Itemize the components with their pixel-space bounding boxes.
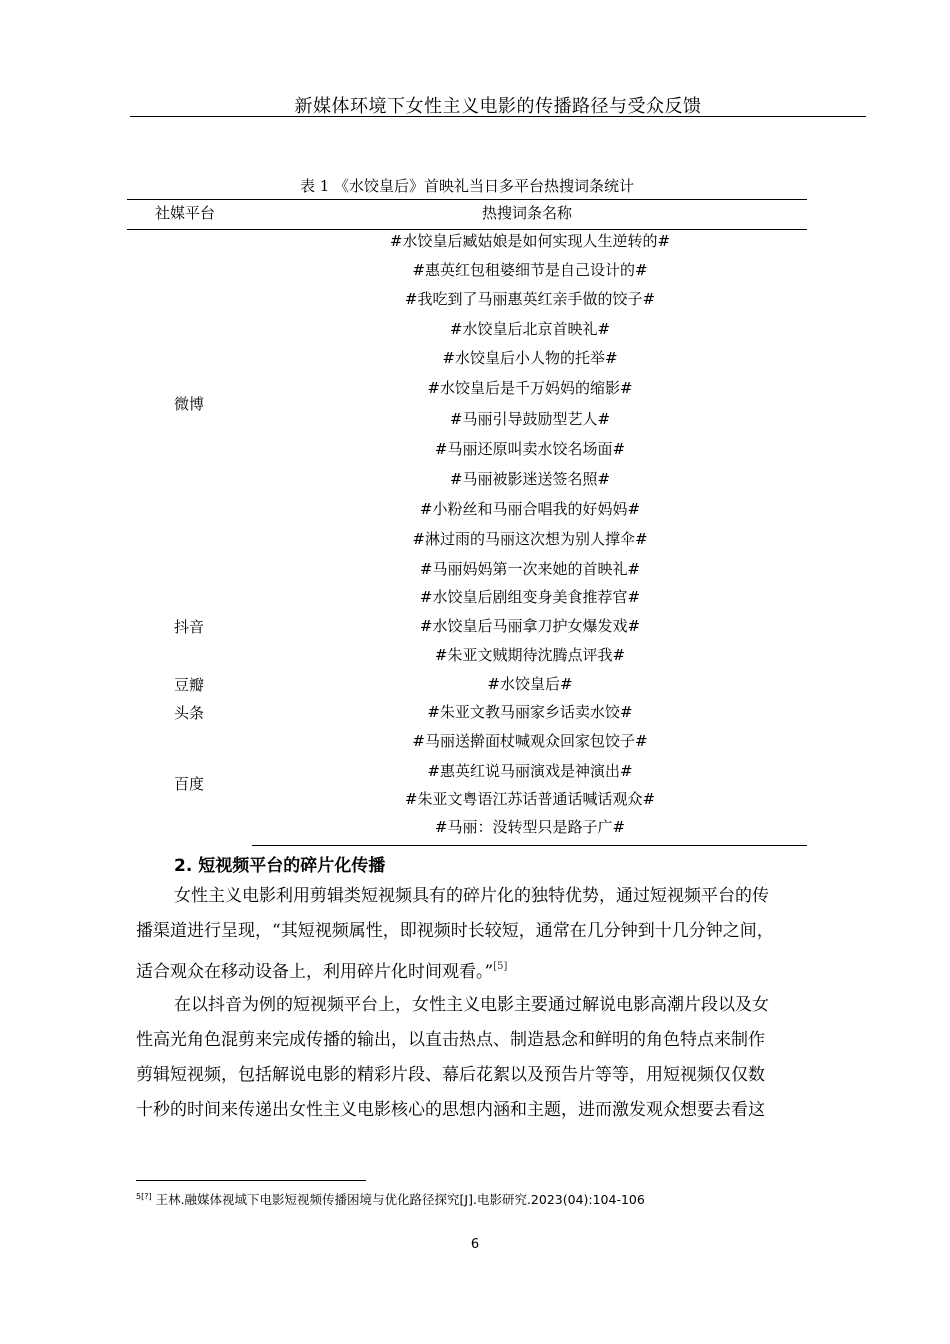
- paragraph-line: 在以抖音为例的短视频平台上，女性主义电影主要通过解说电影高潮片段以及女: [174, 995, 769, 1015]
- platform-toutiao: 头条: [174, 704, 205, 722]
- section-heading: 2. 短视频平台的碎片化传播: [174, 856, 386, 876]
- page-number: 6: [470, 1237, 480, 1252]
- table-caption: 表 1 《水饺皇后》首映礼当日多平台热搜词条统计: [299, 177, 635, 195]
- footnote: [136, 1190, 645, 1208]
- hot-search-tag: #马丽送擀面杖喊观众回家包饺子#: [412, 732, 648, 750]
- hot-search-tag: #水饺皇后剧组变身美食推荐官#: [419, 588, 641, 606]
- hot-search-tag: #马丽引导鼓励型艺人#: [449, 410, 611, 428]
- platform-douyin: 抖音: [174, 618, 205, 636]
- hot-search-tag: #惠英红包租婆细节是自己设计的#: [412, 261, 648, 279]
- hot-search-tag: #马丽还原叫卖水饺名场面#: [434, 440, 626, 458]
- paragraph-line: 播渠道进行呈现，“其短视频属性，即视频时长较短，通常在几分钟到十几分钟之间，: [136, 921, 774, 941]
- hot-search-tag: #小粉丝和马丽合唱我的好妈妈#: [419, 500, 641, 518]
- platform-baidu: 百度: [174, 775, 205, 793]
- table-header-rule: [127, 229, 807, 230]
- hot-search-tag: #朱亚文贼期待沈腾点评我#: [434, 646, 626, 664]
- paragraph: [136, 879, 858, 990]
- platform-weibo: 微博: [174, 395, 205, 413]
- citation-marker: [5]: [493, 961, 508, 972]
- hot-search-tag: #马丽妈妈第一次来她的首映礼#: [419, 560, 641, 578]
- table-bottom-rule: [252, 845, 807, 846]
- paragraph-line: 女性主义电影利用剪辑类短视频具有的碎片化的独特优势，通过短视频平台的传: [174, 886, 769, 906]
- hot-search-tag: #马丽被影迷送签名照#: [449, 470, 611, 488]
- hot-search-tag: #惠英红说马丽演戏是神演出#: [427, 762, 633, 780]
- paragraph-line: 剪辑短视频，包括解说电影的精彩片段、幕后花絮以及预告片等等，用短视频仅仅数: [136, 1065, 765, 1085]
- hot-search-tag: #水饺皇后马丽拿刀护女爆发戏#: [419, 617, 641, 635]
- footnote-text: 王林.融媒体视域下电影短视频传播困境与优化路径探究[J].电影研究.2023(04):104-106: [155, 1192, 645, 1207]
- footnote-separator: [136, 1180, 366, 1181]
- paragraph-line-text: 适合观众在移动设备上，利用碎片化时间观看。”: [136, 962, 494, 982]
- footnote-mark: 5[?]: [136, 1192, 152, 1201]
- running-header: 新媒体环境下女性主义电影的传播路径与受众反馈: [294, 96, 702, 117]
- hot-search-tag: #马丽：没转型只是路子广#: [434, 818, 626, 836]
- column-header-tags: 热搜词条名称: [482, 204, 573, 222]
- header-rule: [130, 116, 866, 117]
- hot-search-tag: #我吃到了马丽惠英红亲手做的饺子#: [404, 290, 656, 308]
- column-header-platform: 社媒平台: [155, 204, 216, 222]
- hot-search-tag: #水饺皇后北京首映礼#: [449, 320, 611, 338]
- paragraph-line: 性高光角色混剪来完成传播的输出，以直击热点、制造悬念和鲜明的角色特点来制作: [136, 1030, 765, 1050]
- hot-search-tag: #朱亚文粤语江苏话普通话喊话观众#: [404, 790, 656, 808]
- hot-search-tag: #水饺皇后#: [487, 675, 573, 693]
- paragraph: [136, 988, 858, 1128]
- hot-search-tag: #淋过雨的马丽这次想为别人撑伞#: [412, 530, 648, 548]
- table-top-rule: [127, 199, 807, 200]
- platform-douban: 豆瓣: [174, 676, 205, 694]
- paragraph-line: [136, 949, 858, 990]
- paragraph-line: 十秒的时间来传递出女性主义电影核心的思想内涵和主题，进而激发观众想要去看这: [136, 1100, 765, 1120]
- hot-search-tag: #朱亚文教马丽家乡话卖水饺#: [427, 703, 633, 721]
- hot-search-tag: #水饺皇后小人物的托举#: [442, 349, 618, 367]
- hot-search-tag: #水饺皇后臧姑娘是如何实现人生逆转的#: [389, 232, 671, 250]
- hot-search-tag: #水饺皇后是千万妈妈的缩影#: [427, 379, 633, 397]
